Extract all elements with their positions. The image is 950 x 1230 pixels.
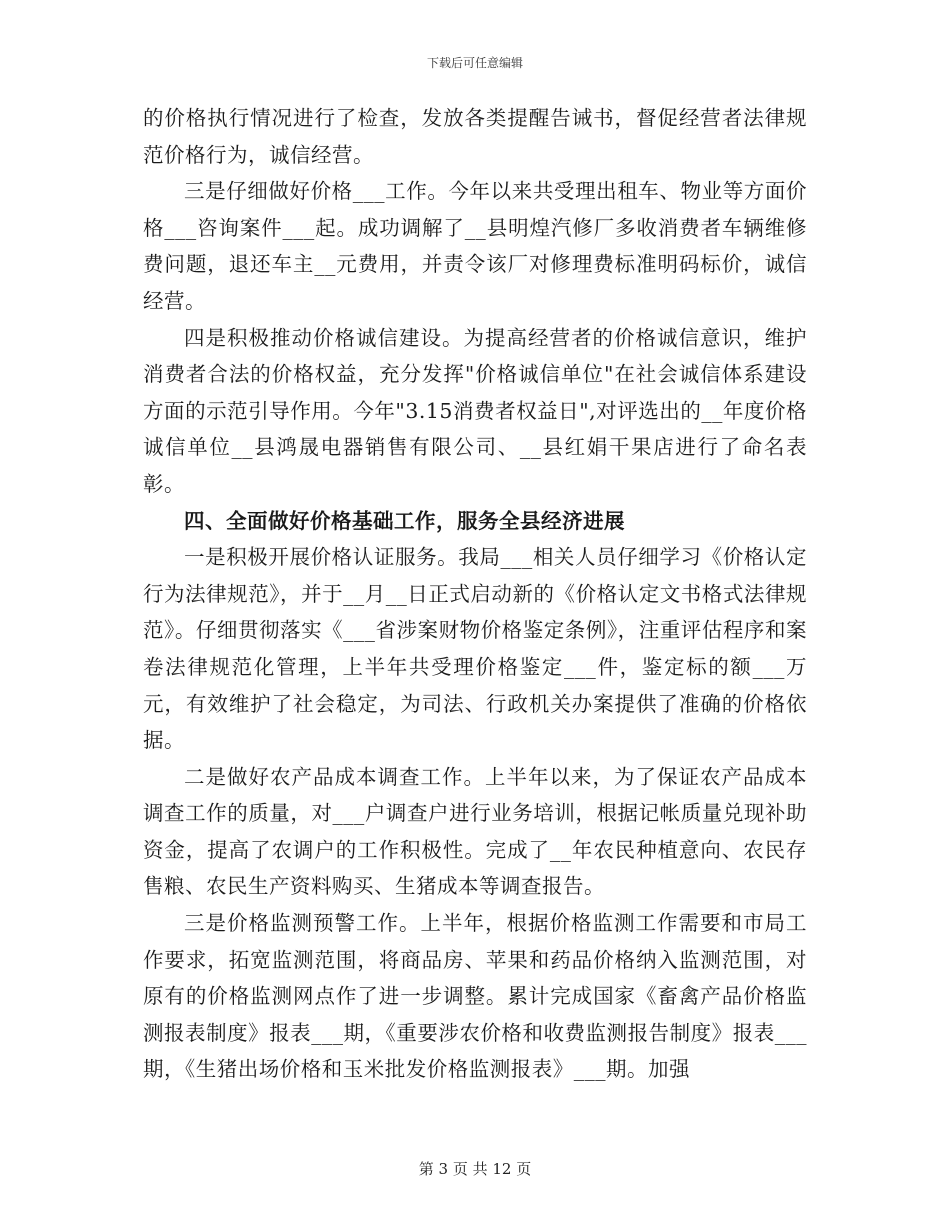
paragraph-price-consultation: 三是仔细做好价格___工作。今年以来共受理出租车、物业等方面价格___咨询案件___起。成功调解了__县明煌汽修厂多收消费者车辆维修费问题，退还车主__元费用，并责令该厂对修理费标准明码标价，诚信经营。	[143, 179, 807, 313]
section-heading: 四、全面做好价格基础工作，服务全县经济进展	[184, 508, 625, 533]
paragraph-cost-survey: 二是做好农产品成本调查工作。上半年以来，为了保证农产品成本调查工作的质量，对___户调查户进行业务培训，根据记帐质量兑现补助资金，提高了农调户的工作积极性。完成了__年农民种植意向、农民存售粮、农民生产资料购买、生猪成本等调查报告。	[143, 764, 807, 899]
page-footer: 第 3 页 共 12 页	[418, 1160, 532, 1178]
paragraph-price-certification: 一是积极开展价格认证服务。我局___相关人员仔细学习《价格认定行为法律规范》，并于__月__日正式启动新的《价格认定文书格式法律规范》。仔细贯彻落实《___省涉案财物价格鉴定条例》，注重评估程序和案卷法律规范化管理，上半年共受理价格鉴定___件，鉴定标的额___万元，有效维护了社会稳定，为司法、行政机关办案提供了准确的价格依据。	[143, 545, 807, 753]
document-body	[143, 100, 807, 1088]
paragraph-continued: 的价格执行情况进行了检查，发放各类提醒告诫书，督促经营者法律规范价格行为，诚信经营。	[143, 106, 807, 167]
paragraph-price-integrity: 四是积极推动价格诚信建设。为提高经营者的价格诚信意识，维护消费者合法的价格权益，充分发挥"价格诚信单位"在社会诚信体系建设方面的示范引导作用。今年"3.15消费者权益日",对评选出的__年度价格诚信单位__县鸿晟电器销售有限公司、__县红娟干果店进行了命名表彰。	[143, 325, 807, 496]
paragraph-price-monitoring: 三是价格监测预警工作。上半年，根据价格监测工作需要和市局工作要求，拓宽监测范围，将商品房、苹果和药品价格纳入监测范围，对原有的价格监测网点作了进一步调整。累计完成国家《畜禽产品价格监测报表制度》报表___期，《重要涉农价格和收费监测报告制度》报表___期，《生猪出场价格和玉米批发价格监测报表》___期。加强	[143, 911, 807, 1082]
page-header: 下载后可任意编辑	[426, 56, 523, 70]
